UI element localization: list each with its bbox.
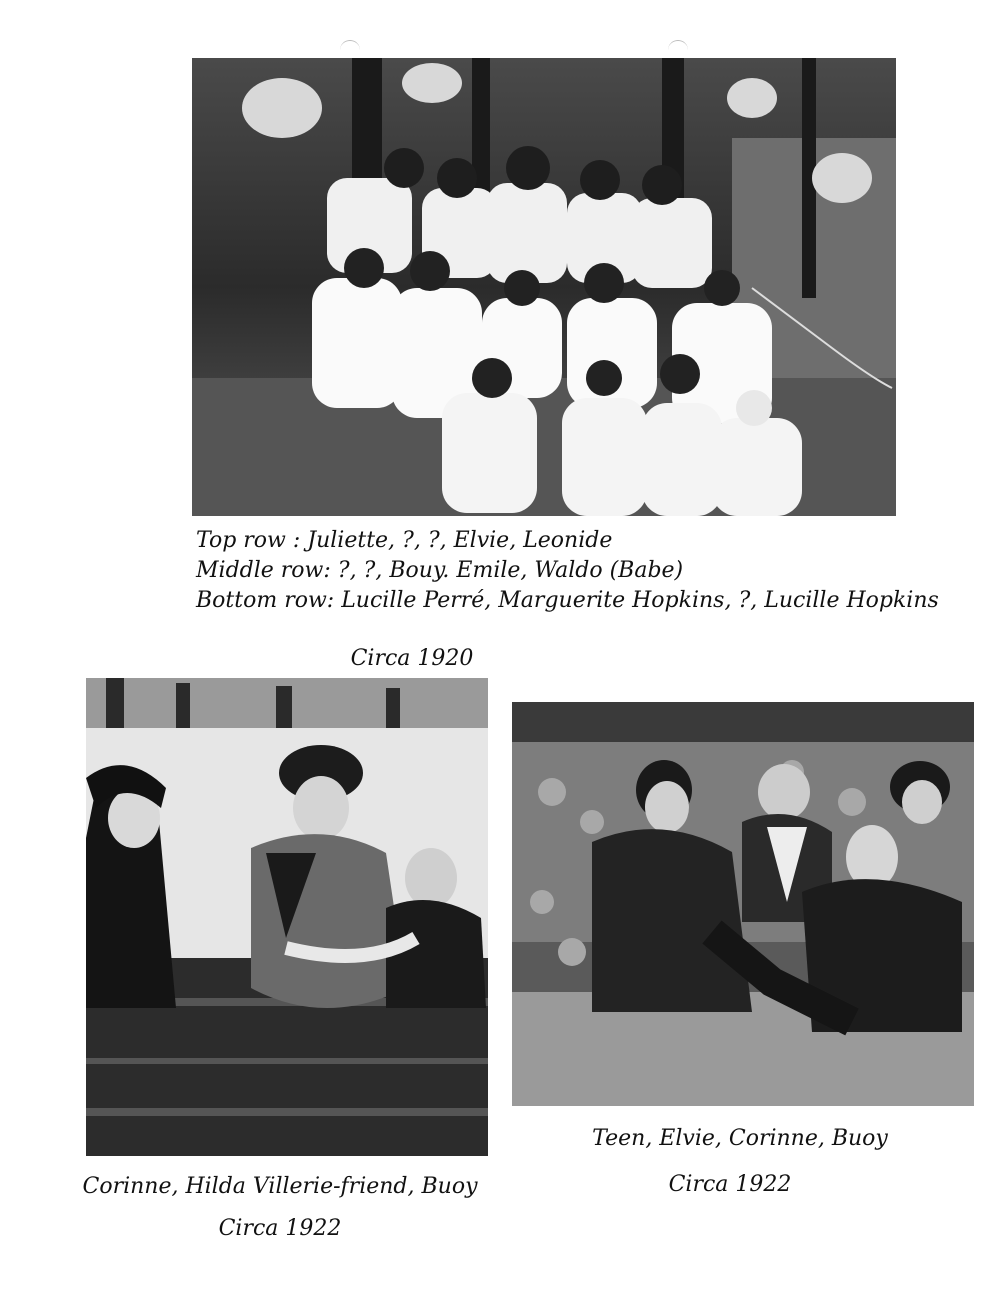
bottom-right-caption: Teen, Elvie, Corinne, Buoy (592, 1126, 888, 1151)
top-photo-caption (196, 526, 939, 616)
top-photo-date: Circa 1920 (350, 646, 474, 671)
bottom-left-date: Circa 1922 (218, 1216, 342, 1241)
caption-line: Bottom row: Lucille Perré, Marguerite Hopkins, ?, Lucille Hopkins (196, 588, 939, 613)
bottom-left-caption: Corinne, Hilda Villerie-friend, Buoy (82, 1174, 478, 1199)
punch-mark (668, 40, 688, 53)
punch-mark (340, 40, 360, 53)
corinne-hilda-buoy-photo (86, 678, 488, 1156)
group-photo-1920 (192, 58, 896, 516)
bottom-right-date: Circa 1922 (668, 1172, 792, 1197)
teen-elvie-corinne-buoy-photo (512, 702, 974, 1106)
caption-line: Middle row: ?, ?, Bouy. Emile, Waldo (Babe) (196, 558, 684, 583)
caption-line: Top row : Juliette, ?, ?, Elvie, Leonide (196, 528, 613, 553)
